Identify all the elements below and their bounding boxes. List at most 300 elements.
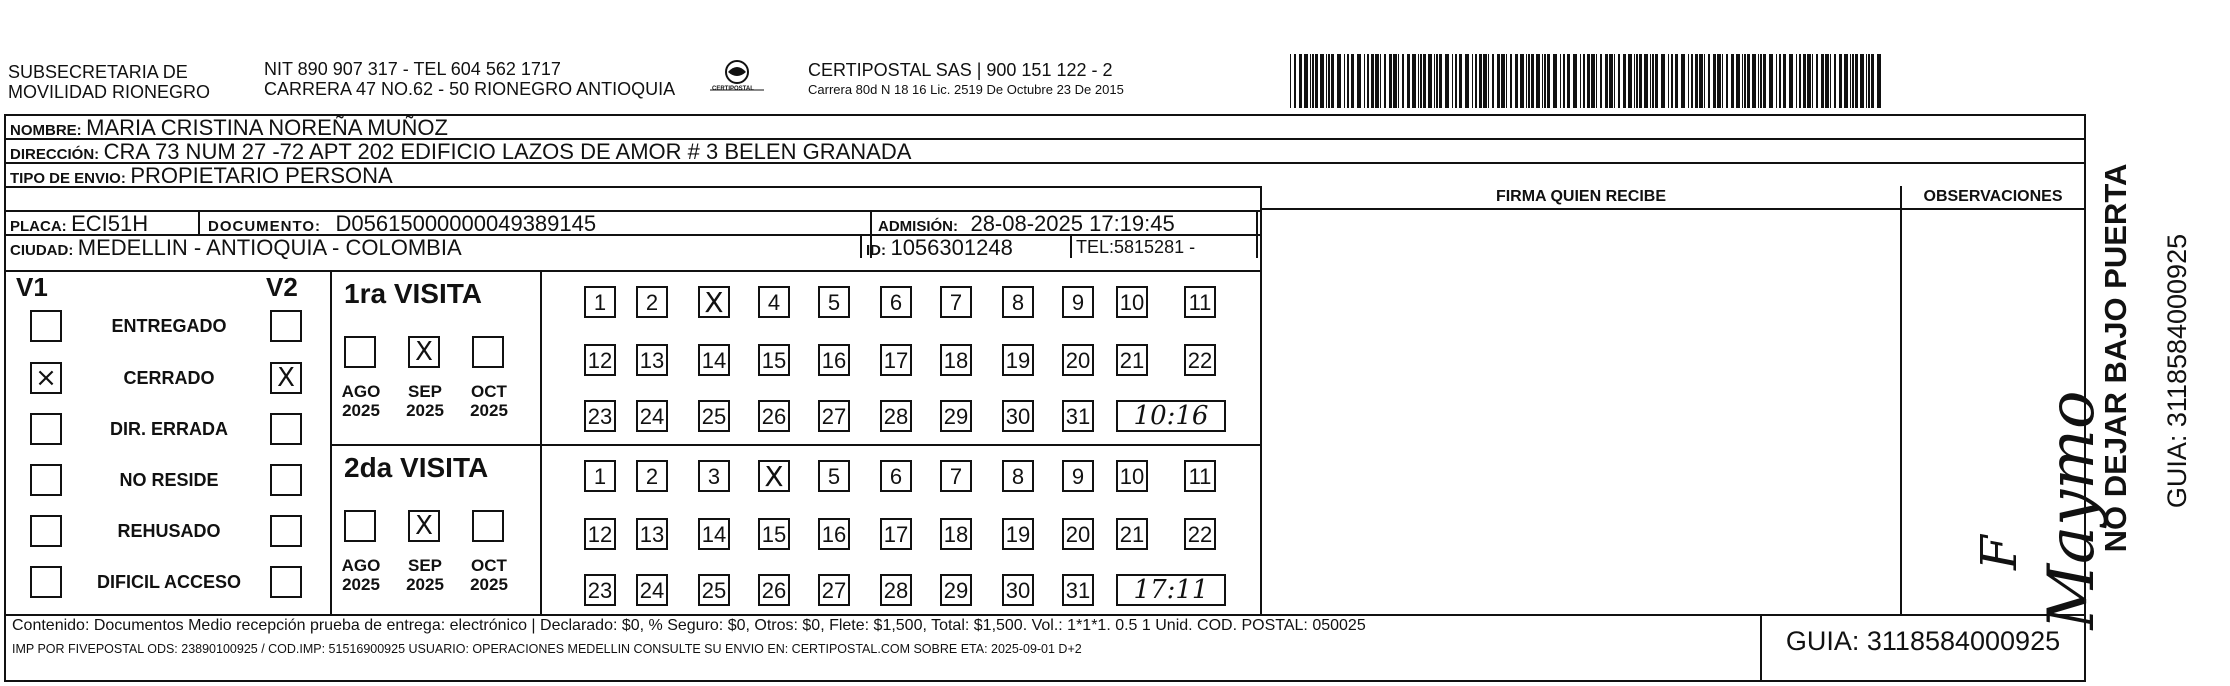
barcode-bar [1704,54,1705,108]
month-checkbox[interactable] [344,510,376,542]
carrier-name: CERTIPOSTAL SAS | 900 151 122 - 2 [808,60,1113,80]
side-stamp [2086,140,2192,600]
v2-checkbox[interactable] [270,464,302,496]
day-box[interactable]: 24 [636,574,668,606]
v1-label: V1 [16,272,48,302]
barcode-bar [1384,54,1386,108]
side-text-no-dejar: NO DEJAR BAJO PUERTA [2098,163,2133,553]
visit-title: 1ra VISITA [344,278,482,309]
barcode-bar [1445,54,1449,108]
tipo-envio-label: TIPO DE ENVIO: [10,170,126,187]
status-label: CERRADO [123,368,215,388]
barcode-bar [1799,54,1801,108]
status-label: DIFICIL ACCESO [96,572,241,592]
day-box[interactable]: 15 [758,518,790,550]
day-box[interactable]: 9 [1062,460,1094,492]
barcode-bar [1695,54,1698,108]
day-box[interactable]: 25 [698,574,730,606]
day-box[interactable]: 26 [758,400,790,432]
v2-checkbox[interactable] [270,413,302,445]
carrier-logo-text: CERTIPOSTAL [712,86,754,92]
nombre-value: MARIA CRISTINA NOREÑA MUÑOZ [86,115,448,140]
documento-label: DOCUMENTO: [208,218,322,235]
status-label: DIR. ERRADA [109,419,228,439]
barcode-bar [1331,54,1334,108]
barcode-bar [1492,54,1494,108]
barcode-bar [1573,54,1577,108]
month-year: 2025 [406,575,444,594]
barcode-bar [1691,54,1693,108]
barcode-bar [1747,54,1750,108]
direccion-label: DIRECCIÓN: [10,146,100,163]
barcode-bar [1553,54,1557,108]
sender-org-line2: MOVILIDAD RIONEGRO [8,82,211,102]
month-name: AGO [341,556,381,575]
day-box[interactable]: 25 [698,400,730,432]
barcode-bar [1560,54,1561,108]
barcode-bar [1326,54,1327,108]
barcode-bar [1628,54,1632,108]
v1-checkbox[interactable] [30,413,62,445]
day-box[interactable]: 31 [1062,574,1094,606]
day-box[interactable]: 22 [1184,518,1216,550]
sender-street: CARRERA 47 NO.62 - 50 RIONEGRO ANTIOQUIA [264,79,676,99]
barcode-bar [1328,54,1330,108]
v2-checkbox[interactable] [270,566,302,598]
firma-label: FIRMA QUIEN RECIBE [1495,188,1667,205]
barcode-bar [1779,54,1781,108]
day-box[interactable]: 20 [1062,518,1094,550]
documento-field [208,211,596,237]
barcode-bar [1393,54,1397,108]
day-box[interactable]: 22 [1184,344,1216,376]
ciudad-field [10,235,462,261]
barcode-bar [1844,54,1848,108]
barcode-bar [1713,54,1716,108]
observaciones-label: OBSERVACIONES [1923,188,2063,205]
col-divider [860,234,862,258]
admision-label: ADMISIÓN: [878,218,958,235]
month-year: 2025 [342,401,380,420]
barcode-bar [1661,54,1665,108]
day-box[interactable]: 13 [636,344,668,376]
barcode-bar [1650,54,1651,108]
barcode-bar [1563,54,1565,108]
visit-time-box[interactable]: 10:16 [1116,400,1226,432]
barcode-bar [1605,54,1608,108]
barcode-bar [1634,54,1635,108]
barcode-bar [1580,54,1581,108]
day-box[interactable]: 9 [1062,286,1094,318]
visit-divider [330,444,1262,446]
barcode-bar [1347,54,1349,108]
barcode-bar [1821,54,1824,108]
day-box[interactable]: 30 [1002,400,1034,432]
tel-label: TEL: [1076,237,1115,257]
carrier-license: Carrera 80d N 18 16 Lic. 2519 De Octubre 23 De 2015 [808,82,1124,97]
barcode-bar [1722,54,1723,108]
barcode-bar [1681,54,1685,108]
month-label [334,382,388,420]
day-box[interactable]: 28 [880,574,912,606]
barcode-bar [1483,54,1487,108]
barcode-bar [1497,54,1500,108]
v1-checkbox[interactable] [30,464,62,496]
barcode-bar [1639,54,1642,108]
barcode-bar [1675,54,1678,108]
day-box[interactable]: 15 [758,344,790,376]
day-box[interactable]: 18 [940,518,972,550]
barcode-bar [1609,54,1613,108]
barcode-bar [1371,54,1374,108]
day-box[interactable]: 19 [1002,518,1034,550]
barcode-bar [1357,54,1361,108]
barcode-bar [1398,54,1399,108]
month-checkbox[interactable]: X [408,510,440,542]
barcode-bar [1364,54,1365,108]
day-box[interactable]: 19 [1002,344,1034,376]
footer-line2: IMP POR FIVEPOSTAL ODS: 23890100925 / COD.IMP: 51516900925 USUARIO: OPERACIONES MEDELLIN CONSULTE SU ENVIO EN: CERTIPOSTAL.COM SOBRE ETA: 2025-09-01 D+2 [12,642,1082,656]
barcode-bar [1420,54,1422,108]
barcode-bar [1472,54,1473,108]
barcode-bar [1407,54,1410,108]
tel-field [1076,237,1195,258]
barcode-bar [1760,54,1762,108]
barcode-bar [1830,54,1831,108]
barcode-bar [1868,54,1870,108]
barcode-bar [1825,54,1829,108]
month-name: OCT [471,382,507,401]
barcode-bar [1618,54,1620,108]
day-box[interactable]: 13 [636,518,668,550]
day-box[interactable]: 10 [1116,460,1148,492]
day-box[interactable]: 7 [940,286,972,318]
day-box[interactable]: 4 [758,286,790,318]
day-box[interactable]: 5 [818,460,850,492]
tipo-envio-value: PROPIETARIO PERSONA [130,163,393,188]
barcode-bar [1866,54,1867,108]
barcode-bar [1776,54,1777,108]
barcode-bar [1731,54,1734,108]
barcode-bar [1312,54,1314,108]
barcode-bar [1736,54,1740,108]
month-name: SEP [407,556,443,575]
barcode-bar [1402,54,1404,108]
barcode-bar [1763,54,1766,108]
admision-field [878,211,1175,237]
col-divider [1256,210,1258,258]
documento-value: D05615000000049389145 [335,211,597,236]
barcode-bar [1344,54,1345,108]
barcode-bar [1860,54,1864,108]
v1-checkbox[interactable] [30,310,62,342]
barcode-bar [1855,54,1858,108]
direccion-value: CRA 73 NUM 27 -72 APT 202 EDIFICIO LAZOS DE AMOR # 3 BELEN GRANADA [103,139,912,164]
barcode-bar [1310,54,1311,108]
carrier-logo [706,58,768,98]
carrier-info [808,60,1124,98]
day-box[interactable]: 23 [584,574,616,606]
day-box[interactable]: 8 [1002,460,1034,492]
barcode-bar [1850,54,1851,108]
barcode-bar [1591,54,1595,108]
row-divider [4,270,1262,272]
barcode-bar [1688,54,1689,108]
side-text-guia: GUIA: 3118584000925 [2162,233,2192,509]
ciudad-label: CIUDAD: [10,242,74,259]
barcode-bar [1583,54,1585,108]
barcode-bar [1299,54,1302,108]
v2-checkbox[interactable] [270,515,302,547]
day-box[interactable]: 8 [1002,286,1034,318]
barcode-bar [1418,54,1419,108]
barcode-bar [1488,54,1489,108]
barcode-bar [1304,54,1308,108]
visit-title: 2da VISITA [344,452,489,483]
barcode-bar [1452,54,1453,108]
barcode-bar [1455,54,1457,108]
day-box[interactable]: 1 [584,286,616,318]
barcode-bar [1510,54,1512,108]
month-name: OCT [471,556,507,575]
day-box[interactable]: 24 [636,400,668,432]
month-label [462,382,516,420]
barcode-bar [1528,54,1530,108]
month-year: 2025 [406,401,444,420]
sender-org-line1: SUBSECRETARIA DE [8,62,188,82]
month-label [462,556,516,594]
barcode-bar [1547,54,1550,108]
barcode-bar [1816,54,1818,108]
barcode-bar [1839,54,1842,108]
barcode-bar [1758,54,1759,108]
barcode-bar [1614,54,1615,108]
col-divider [330,270,332,614]
sender-nit: NIT 890 907 317 - TEL 604 562 1717 [264,59,561,79]
day-box[interactable]: 6 [880,460,912,492]
barcode-bar [1742,54,1743,108]
month-label [334,556,388,594]
barcode-bar [1699,54,1703,108]
barcode-bar [1501,54,1505,108]
day-box[interactable]: 27 [818,574,850,606]
ciudad-value: MEDELLIN - ANTIOQUIA - COLOMBIA [77,235,462,260]
month-year: 2025 [470,575,508,594]
day-box[interactable]: 30 [1002,574,1034,606]
status-label: ENTREGADO [111,316,227,336]
barcode-bar [1783,54,1786,108]
barcode-bar [1652,54,1654,108]
barcode-bar [1315,54,1318,108]
handwritten-signature: Maymo [2035,390,2109,630]
placa-value: ECI51H [71,211,149,236]
month-checkbox[interactable]: X [408,336,440,368]
month-checkbox[interactable] [472,510,504,542]
barcode-bar [1812,54,1813,108]
day-box[interactable]: 2 [636,460,668,492]
day-box[interactable]: 17 [880,344,912,376]
day-box[interactable]: X [698,286,730,318]
day-box[interactable]: 14 [698,344,730,376]
barcode-bar [1434,54,1435,108]
barcode-bar [1506,54,1507,108]
signature-area[interactable] [1262,210,1900,614]
barcode-bar [1428,54,1432,108]
placa-field [10,211,148,237]
day-box[interactable]: 11 [1184,460,1216,492]
barcode-bar [1465,54,1469,108]
barcode-bar [1320,54,1324,108]
barcode-bar [1412,54,1416,108]
barcode-bar [1526,54,1527,108]
barcode-bar [1744,54,1746,108]
month-name: SEP [407,382,443,401]
barcode-bar [1290,54,1291,108]
v1-checkbox[interactable] [30,566,62,598]
barcode-bar [1752,54,1756,108]
nombre-label: NOMBRE: [10,122,82,139]
barcode-bar [1644,54,1648,108]
month-label [398,556,452,594]
barcode-bar [1375,54,1379,108]
day-box[interactable]: 14 [698,518,730,550]
status-label: NO RESIDE [119,470,219,490]
day-box[interactable]: 21 [1116,344,1148,376]
barcode-bar [1380,54,1381,108]
id-field [866,235,1013,261]
month-name: AGO [341,382,381,401]
day-box[interactable]: 1 [584,460,616,492]
barcode-bar [1459,54,1462,108]
barcode-bar [1708,54,1710,108]
barcode [1290,54,1882,108]
day-box[interactable]: 27 [818,400,850,432]
day-box[interactable]: X [758,460,790,492]
day-box[interactable]: 21 [1116,518,1148,550]
barcode-bar [1515,54,1518,108]
v2-checkbox[interactable]: X [270,362,302,394]
barcode-bar [1796,54,1797,108]
barcode-bar [1871,54,1874,108]
v2-checkbox[interactable] [270,310,302,342]
day-box[interactable]: 16 [818,518,850,550]
day-box[interactable]: 16 [818,344,850,376]
day-box[interactable]: 28 [880,400,912,432]
barcode-bar [1600,54,1602,108]
barcode-bar [1717,54,1721,108]
v2-label: V2 [266,272,298,302]
v1-checkbox[interactable] [30,515,62,547]
day-box[interactable]: 12 [584,344,616,376]
month-checkbox[interactable] [472,336,504,368]
day-box[interactable]: 6 [880,286,912,318]
month-year: 2025 [470,401,508,420]
col-divider [540,270,542,614]
barcode-bar [1655,54,1658,108]
month-year: 2025 [342,575,380,594]
day-box[interactable]: 5 [818,286,850,318]
month-checkbox[interactable] [344,336,376,368]
barcode-bar [1367,54,1369,108]
row-divider [4,614,2086,616]
barcode-bar [1351,54,1354,108]
observaciones-area[interactable] [1902,210,2109,630]
barcode-bar [1877,54,1881,108]
day-box[interactable]: 17 [880,518,912,550]
barcode-bar [1479,54,1482,108]
col-divider [198,210,200,234]
barcode-bar [1596,54,1597,108]
barcode-bar [1567,54,1570,108]
tipo-envio-row [10,163,393,189]
day-box[interactable]: 26 [758,574,790,606]
admision-value: 28-08-2025 17:19:45 [970,211,1175,236]
barcode-bar [1852,54,1854,108]
barcode-bar [1337,54,1341,108]
barcode-bar [1671,54,1673,108]
carrier-logo-icon [706,58,768,98]
barcode-bar [1834,54,1836,108]
barcode-bar [1803,54,1806,108]
barcode-bar [1769,54,1773,108]
sender-address [264,59,675,99]
day-box[interactable]: 29 [940,400,972,432]
day-box[interactable]: 11 [1184,286,1216,318]
barcode-bar [1668,54,1669,108]
barcode-bar [1389,54,1392,108]
handwritten-mark: F [1970,535,2028,570]
day-box[interactable]: 7 [940,460,972,492]
tel-value: 5815281 - [1114,237,1196,257]
footer-line1: Contenido: Documentos Medio recepción prueba de entrega: electrónico | Declarado: $0, % Seguro: $0, Otros: $0, Flete: $1,500, Total: $1,500. Vol.: 1*1*1. 0.5 1 Unid. COD. POSTAL: 050025 [12,617,1366,634]
day-box[interactable]: 12 [584,518,616,550]
barcode-bar [1436,54,1438,108]
day-box[interactable]: 29 [940,574,972,606]
barcode-bar [1636,54,1638,108]
status-label: REHUSADO [117,521,221,541]
barcode-bar [1294,54,1296,108]
visit-time-box[interactable]: 17:11 [1116,574,1226,606]
v1-checkbox[interactable]: × [30,362,62,394]
placa-label: PLACA: [10,218,67,235]
day-box[interactable]: 18 [940,344,972,376]
footer-guia: GUIA: 3118584000925 [1785,626,2061,656]
barcode-bar [1439,54,1442,108]
barcode-bar [1726,54,1728,108]
day-box[interactable]: 31 [1062,400,1094,432]
month-label [398,382,452,420]
id-value: 1056301248 [890,235,1013,260]
day-box[interactable]: 20 [1062,344,1094,376]
barcode-bar [1423,54,1426,108]
col-divider [1070,234,1072,258]
day-box[interactable]: 3 [698,460,730,492]
id-label: ID: [866,242,886,259]
barcode-bar [1475,54,1477,108]
day-box[interactable]: 2 [636,286,668,318]
barcode-graphic [1290,54,1882,108]
barcode-bar [1789,54,1793,108]
day-box[interactable]: 23 [584,400,616,432]
barcode-bar [1520,54,1524,108]
day-box[interactable]: 10 [1116,286,1148,318]
direccion-row [10,139,911,165]
barcode-bar [1531,54,1534,108]
barcode-bar [1544,54,1546,108]
barcode-bar [1536,54,1540,108]
barcode-bar [1542,54,1543,108]
barcode-bar [1587,54,1590,108]
